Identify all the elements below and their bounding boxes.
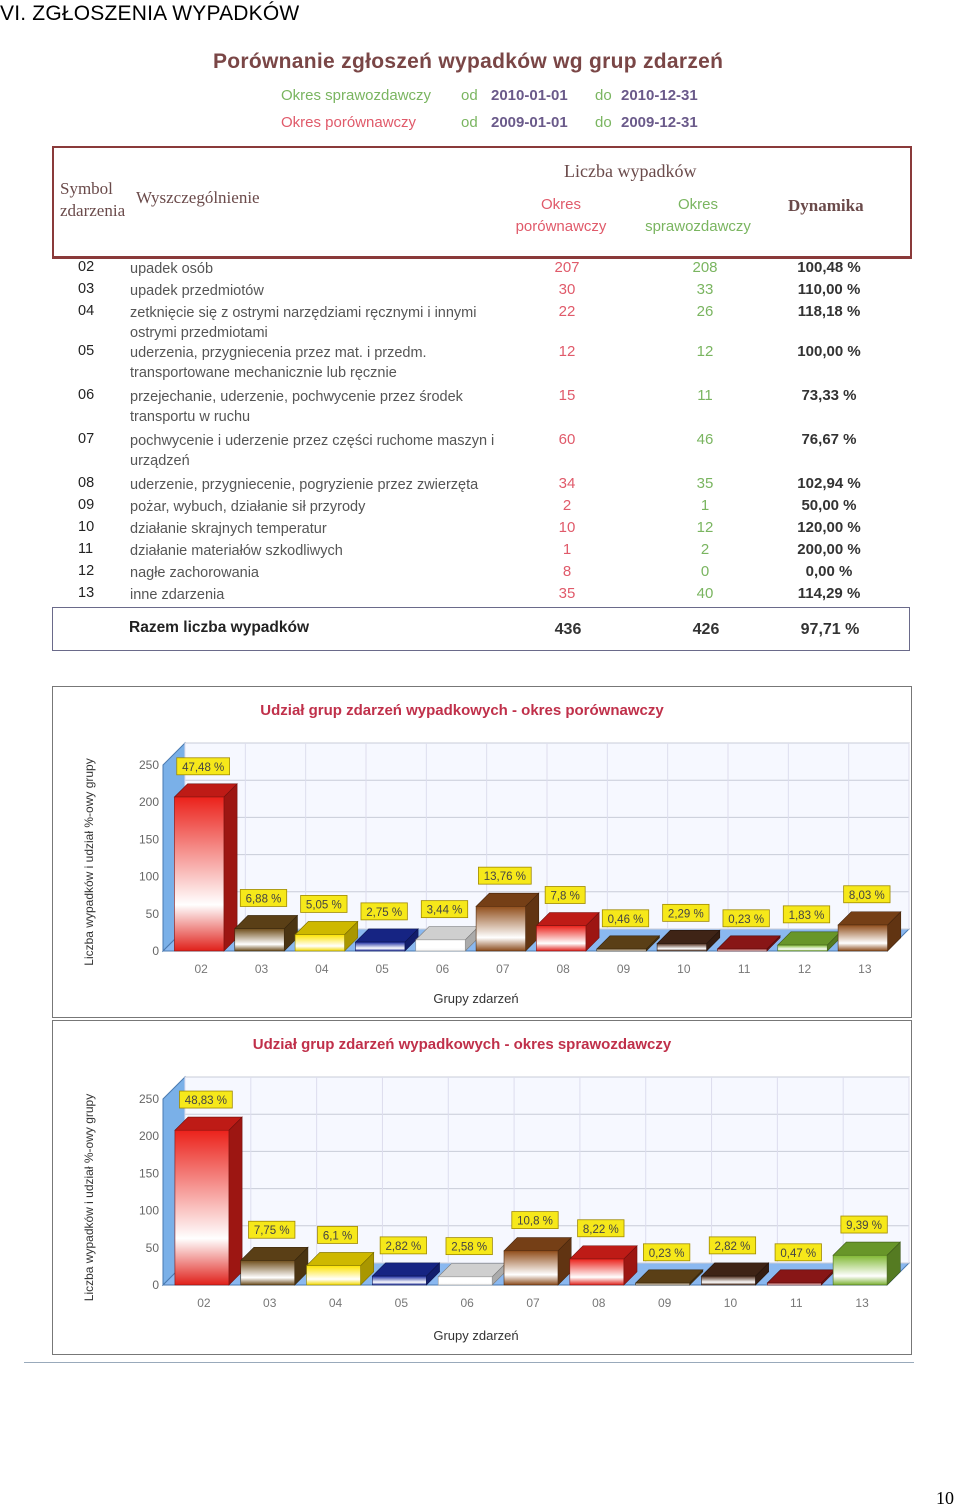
chart-bar — [701, 1263, 768, 1285]
row-symbol: 09 — [78, 497, 95, 513]
chart-ytick-label: 250 — [138, 1092, 159, 1106]
chart-data-label: 2,82 % — [385, 1240, 422, 1253]
header-symbol-line2: zdarzenia — [60, 201, 126, 220]
chart-xlabel: Grupy zdarzeń — [433, 991, 519, 1006]
chart-bar — [838, 912, 901, 951]
row-dynamics: 114,29 % — [797, 585, 861, 602]
total-label: Razem liczba wypadków — [129, 619, 310, 636]
chart-current-period — [52, 1020, 912, 1355]
row-description: uderzenia, przygniecenia przez mat. i przedm. transportowane mechanicznie lub ręcznie — [130, 345, 427, 381]
period-current-to: 2010-12-31 — [621, 87, 698, 104]
chart-xtick-label: 13 — [855, 1296, 869, 1310]
row-symbol: 07 — [78, 431, 95, 447]
period-compare-do: do — [595, 114, 612, 131]
chart-ytick-label: 150 — [138, 832, 159, 847]
chart-xtick-label: 08 — [592, 1296, 606, 1310]
period-compare — [281, 114, 698, 131]
chart-xtick-label: 05 — [375, 962, 389, 976]
chart-title: Udział grup zdarzeń wypadkowych - okres sprawozdawczy — [252, 1036, 672, 1053]
chart-bar-front — [838, 925, 887, 951]
period-compare-od: od — [461, 114, 478, 131]
chart-ylabel: Liczba wypadków i udział %-owy grupy — [82, 1093, 96, 1302]
chart-xtick-label: 02 — [197, 1296, 211, 1310]
header-description: Wyszczególnienie — [136, 188, 260, 207]
row-current-value: 11 — [697, 387, 713, 404]
chart-xtick-label: 11 — [790, 1296, 803, 1310]
chart-bar — [175, 1117, 242, 1285]
chart-ytick-label: 50 — [145, 906, 159, 921]
chart-ytick-label: 100 — [138, 1203, 159, 1218]
chart-bar-front — [438, 1277, 492, 1285]
chart-data-label: 0,47 % — [780, 1247, 817, 1260]
row-compare-value: 1 — [562, 541, 572, 558]
row-compare-value: 22 — [558, 303, 576, 320]
row-description: uderzenie, przygniecenie, pogryzienie przez zwierzęta — [130, 477, 479, 493]
row-description: przejechanie, uderzenie, pochwycenie przez środek transportu w ruchu — [130, 389, 463, 425]
chart-xtick-label: 11 — [737, 962, 751, 976]
chart-ytick-label: 150 — [138, 1166, 159, 1181]
row-compare-value: 207 — [554, 259, 580, 276]
chart-xtick-label: 05 — [394, 1296, 409, 1310]
chart-bar-front — [476, 906, 525, 951]
chart-bar-front — [175, 1130, 229, 1285]
chart-xtick-label: 07 — [496, 962, 510, 976]
chart-data-label: 6,1 % — [322, 1230, 353, 1243]
chart-xtick-label: 10 — [677, 962, 691, 976]
chart-bar — [570, 1246, 637, 1285]
row-dynamics: 100,48 % — [797, 259, 861, 276]
chart-xtick-label: 08 — [556, 962, 570, 976]
total-dynamics: 97,71 % — [800, 621, 860, 638]
header-compare-line2: porównawczy — [515, 218, 607, 235]
row-dynamics: 73,33 % — [801, 387, 857, 404]
chart-bar-front — [833, 1255, 887, 1285]
chart-data-label: 5,05 % — [305, 899, 342, 912]
row-description: nagłe zachorowania — [130, 565, 259, 581]
chart-data-label: 47,48 % — [182, 761, 225, 774]
chart-xtick-label: 06 — [460, 1296, 474, 1310]
row-compare-value: 12 — [558, 343, 576, 360]
chart-bar-front — [657, 944, 706, 951]
total-current-value: 426 — [692, 621, 720, 638]
chart-bar — [476, 893, 539, 951]
chart-data-label: 0,23 % — [648, 1247, 685, 1260]
row-current-value: 1 — [700, 497, 710, 514]
chart-data-label: 7,75 % — [253, 1225, 290, 1238]
chart-bar — [241, 1247, 308, 1285]
chart-data-label: 6,88 % — [245, 893, 282, 906]
row-current-value: 12 — [696, 343, 714, 360]
chart-xtick-label: 09 — [616, 962, 631, 976]
chart-bar-front — [416, 940, 465, 951]
row-symbol: 05 — [78, 343, 95, 359]
chart-bar — [372, 1263, 439, 1285]
row-current-value: 26 — [696, 303, 714, 320]
row-dynamics: 100,00 % — [797, 343, 861, 360]
header-symbol-line1: Symbol — [60, 179, 113, 198]
chart-data-label: 48,83 % — [184, 1095, 228, 1108]
row-description: działanie skrajnych temperatur — [130, 521, 327, 537]
chart-bar-front — [597, 949, 646, 951]
row-compare-value: 8 — [562, 563, 572, 580]
chart-bar-front — [235, 929, 284, 951]
header-count-group: Liczba wypadków — [564, 161, 697, 181]
row-symbol: 13 — [78, 585, 95, 601]
row-description: pożar, wybuch, działanie sił przyrody — [130, 499, 366, 515]
chart-data-label: 1,83 % — [788, 909, 825, 922]
chart-data-label: 2,29 % — [667, 908, 704, 921]
chart-ytick-label: 250 — [138, 758, 159, 772]
row-compare-value: 35 — [558, 585, 576, 602]
row-description: pochwycenie i uderzenie przez części ruchome maszyn i urządzeń — [130, 433, 495, 469]
row-compare-value: 34 — [558, 475, 576, 492]
chart-ytick-label: 100 — [138, 869, 159, 884]
chart-bar — [416, 927, 479, 951]
chart-bar — [438, 1264, 505, 1285]
chart-bar-front — [717, 949, 766, 951]
chart-data-label: 7,8 % — [550, 890, 580, 903]
row-current-value: 35 — [696, 475, 714, 492]
chart-data-label: 0,23 % — [728, 913, 765, 926]
chart-svg — [53, 687, 911, 1017]
row-dynamics: 76,67 % — [801, 431, 857, 448]
chart-xtick-label: 07 — [526, 1296, 540, 1310]
chart-data-label: 2,75 % — [366, 906, 403, 919]
chart-xtick-label: 03 — [254, 962, 269, 976]
chart-data-label: 8,22 % — [582, 1223, 619, 1236]
chart-data-label: 2,58 % — [451, 1241, 488, 1254]
header-current-period — [634, 194, 762, 238]
chart-ytick-label: 50 — [145, 1240, 159, 1255]
header-current-line1: Okres — [677, 196, 718, 213]
chart-bar-front — [570, 1259, 624, 1285]
row-description: upadek przedmiotów — [130, 283, 264, 299]
chart-data-label: 8,03 % — [848, 889, 885, 902]
row-dynamics: 200,00 % — [797, 541, 861, 558]
row-symbol: 06 — [78, 387, 95, 403]
period-compare-label: Okres porównawczy — [281, 114, 417, 131]
row-description: działanie materiałów szkodliwych — [130, 543, 343, 559]
chart-bar-front — [295, 935, 344, 951]
chart-bar-side — [224, 784, 237, 951]
chart-ylabel: Liczba wypadków i udział %-owy grupy — [82, 758, 96, 966]
chart-bar-side — [229, 1117, 242, 1285]
row-current-value: 12 — [696, 519, 714, 536]
chart-bar-front — [174, 797, 223, 951]
period-compare-from: 2009-01-01 — [491, 114, 568, 131]
row-compare-value: 2 — [562, 497, 572, 514]
row-compare-value: 30 — [558, 281, 576, 298]
chart-bar-front — [767, 1283, 821, 1285]
chart-xtick-label: 12 — [797, 962, 812, 976]
chart-ytick-label: 0 — [152, 944, 159, 958]
separator-line — [24, 1362, 914, 1363]
chart-data-label: 2,82 % — [714, 1240, 751, 1253]
chart-data-label: 10,8 % — [517, 1215, 553, 1228]
chart-xtick-label: 03 — [263, 1296, 277, 1310]
row-compare-value: 60 — [558, 431, 576, 448]
row-current-value: 40 — [696, 585, 714, 602]
period-compare-to: 2009-12-31 — [621, 114, 698, 131]
row-dynamics: 50,00 % — [801, 497, 857, 514]
header-compare-period — [501, 194, 621, 238]
chart-svg — [53, 1021, 911, 1354]
row-symbol: 08 — [78, 475, 95, 491]
chart-xtick-label: 04 — [328, 1296, 343, 1310]
chart-data-label: 0,46 % — [607, 913, 644, 926]
row-description: upadek osób — [130, 261, 214, 277]
row-symbol: 12 — [78, 563, 95, 579]
chart-bar-front — [307, 1266, 361, 1285]
report-title: Porównanie zgłoszeń wypadków wg grup zdarzeń — [213, 50, 724, 73]
row-compare-value: 15 — [558, 387, 576, 404]
header-symbol — [60, 178, 125, 222]
chart-title: Udział grup zdarzeń wypadkowych - okres porównawczy — [260, 702, 664, 719]
page-number: 10 — [936, 1488, 954, 1508]
period-current-do: do — [595, 87, 612, 104]
table-header — [52, 146, 912, 259]
chart-bar — [833, 1242, 900, 1285]
chart-data-label: 3,44 % — [426, 904, 463, 917]
chart-xlabel: Grupy zdarzeń — [433, 1328, 519, 1343]
chart-xtick-label: 02 — [194, 962, 208, 976]
chart-data-label: 9,39 % — [846, 1220, 882, 1233]
table-total-row — [52, 607, 910, 651]
row-dynamics: 0,00 % — [805, 563, 853, 580]
chart-bar — [307, 1252, 374, 1285]
row-symbol: 10 — [78, 519, 95, 535]
section-heading: VI. ZGŁOSZENIA WYPADKÓW — [0, 2, 300, 25]
chart-bar — [235, 915, 298, 951]
period-current-from: 2010-01-01 — [491, 87, 568, 104]
chart-xtick-label: 13 — [858, 962, 872, 976]
chart-bar — [536, 913, 599, 951]
row-dynamics: 118,18 % — [797, 303, 861, 320]
chart-data-label: 13,76 % — [483, 871, 526, 884]
row-symbol: 04 — [78, 303, 95, 319]
chart-bar-front — [636, 1283, 690, 1285]
chart-xtick-label: 04 — [315, 962, 329, 976]
total-compare-value: 436 — [554, 621, 582, 638]
chart-compare-period — [52, 686, 912, 1018]
period-current-od: od — [461, 87, 478, 104]
chart-ytick-label: 0 — [152, 1278, 159, 1292]
period-current — [281, 87, 698, 104]
chart-bar-front — [701, 1276, 755, 1285]
header-compare-line1: Okres — [540, 196, 581, 213]
chart-ytick-label: 200 — [138, 1129, 159, 1144]
header-current-line2: sprawozdawczy — [645, 218, 751, 235]
row-dynamics: 102,94 % — [797, 475, 861, 492]
chart-xtick-label: 06 — [435, 962, 450, 976]
row-dynamics: 120,00 % — [797, 519, 861, 536]
row-current-value: 2 — [700, 541, 710, 558]
chart-bar-front — [372, 1276, 426, 1285]
row-compare-value: 10 — [558, 519, 576, 536]
row-description: zetknięcie się z ostrymi narzędziami ręcznymi i innymi ostrymi przedmiotami — [130, 305, 477, 341]
chart-bar — [295, 921, 358, 951]
row-symbol: 03 — [78, 281, 95, 297]
chart-xtick-label: 10 — [723, 1296, 738, 1310]
row-symbol: 02 — [78, 259, 95, 275]
period-current-label: Okres sprawozdawczy — [281, 87, 432, 104]
row-symbol: 11 — [78, 541, 94, 557]
chart-bar-front — [241, 1260, 295, 1285]
chart-ytick-label: 200 — [138, 795, 159, 810]
row-current-value: 0 — [700, 563, 710, 580]
row-current-value: 46 — [696, 431, 714, 448]
chart-bar-front — [504, 1251, 558, 1285]
row-dynamics: 110,00 % — [797, 281, 861, 298]
chart-bar — [504, 1238, 571, 1285]
chart-bar-front — [536, 926, 585, 951]
row-current-value: 208 — [692, 259, 718, 276]
chart-bar-front — [355, 942, 404, 951]
chart-xtick-label: 09 — [657, 1296, 672, 1310]
chart-bar-front — [778, 945, 827, 951]
row-current-value: 33 — [696, 281, 714, 298]
row-description: inne zdarzenia — [130, 587, 225, 603]
chart-bar — [174, 784, 237, 951]
header-dynamics: Dynamika — [788, 196, 864, 215]
